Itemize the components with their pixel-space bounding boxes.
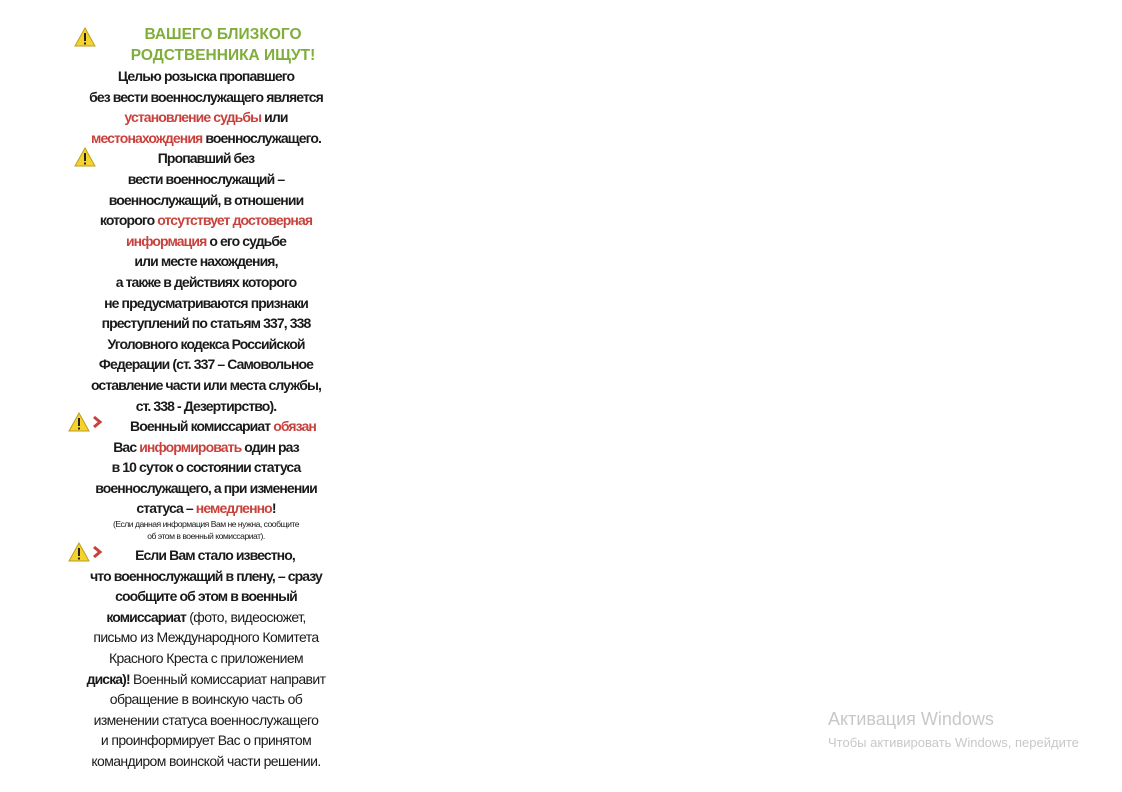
- commissariat-text: статуса –: [136, 500, 196, 517]
- goal-line: Целью розыска пропавшего: [117, 68, 295, 84]
- commissariat-text: !: [271, 500, 276, 517]
- commissariat-line: военнослужащего, а при изменении: [95, 479, 317, 496]
- captivity-paragraph: [58, 545, 354, 772]
- definition-line: Пропавший без: [157, 150, 255, 167]
- highlight-text: немедленно: [195, 500, 272, 517]
- captivity-line: [58, 669, 354, 690]
- commissariat-note: об этом в военный комиссариат).: [147, 530, 265, 541]
- captivity-text: диска)!: [86, 670, 130, 687]
- captivity-line: и проинформирует Вас о принятом: [100, 732, 312, 749]
- definition-line: не предусматриваются признаки: [104, 294, 308, 311]
- definition-line: Уголовного кодекса Российской: [107, 335, 305, 352]
- definition-line: военнослужащий, в отношении: [108, 191, 304, 208]
- commissariat-line: [58, 437, 354, 458]
- captivity-line: [58, 607, 354, 628]
- definition-line: ст. 338 - Дезертирство).: [135, 397, 277, 414]
- highlight-text: обязан: [273, 418, 316, 435]
- captivity-text: комиссариат: [106, 608, 186, 625]
- captivity-text: Военный комиссариат направит: [129, 670, 326, 687]
- definition-line: оставление части или места службы,: [90, 376, 322, 393]
- definition-line: вести военнослужащий –: [127, 170, 285, 187]
- captivity-line: командиром воинской части решении.: [91, 753, 321, 769]
- highlight-text: информировать: [139, 438, 242, 455]
- definition-paragraph: [58, 148, 354, 416]
- definition-line: а также в действиях которого: [115, 273, 297, 290]
- commissariat-line: [58, 416, 354, 437]
- leaflet-column: [58, 24, 354, 772]
- captivity-line: Если Вам стало известно,: [135, 547, 295, 564]
- captivity-line: изменении статуса военнослужащего: [93, 711, 319, 728]
- highlight-text: установление судьбы: [124, 109, 262, 126]
- commissariat-text: Военный комиссариат: [130, 418, 274, 435]
- highlight-text: информация: [125, 232, 207, 249]
- captivity-line: обращение в воинскую часть об: [109, 691, 303, 708]
- definition-line: или месте нахождения,: [134, 253, 278, 270]
- title-line-2: РОДСТВЕННИКА ИЩУТ!: [130, 47, 316, 64]
- title-line-1: ВАШЕГО БЛИЗКОГО: [144, 26, 302, 43]
- commissariat-text: один раз: [241, 438, 299, 455]
- goal-text: или: [261, 109, 288, 126]
- captivity-line: что военнослужащий в плену, – сразу: [90, 567, 322, 584]
- commissariat-note: (Если данная информация Вам не нужна, сообщите: [112, 519, 299, 530]
- goal-text: военнослужащего.: [202, 129, 321, 146]
- goal-line: без вести военнослужащего является: [89, 88, 323, 105]
- highlight-text: местонахождения: [90, 129, 203, 146]
- definition-line: [58, 231, 354, 252]
- commissariat-line: в 10 суток о состоянии статуса: [111, 459, 301, 476]
- activation-watermark-title: Активация Windows: [828, 709, 994, 729]
- highlight-text: отсутствует достоверная: [157, 212, 313, 229]
- commissariat-paragraph: [58, 416, 354, 542]
- commissariat-line: [58, 498, 354, 519]
- captivity-line: письмо из Международного Комитета: [93, 629, 319, 646]
- activation-watermark-subtitle: Чтобы активировать Windows, перейдите: [828, 735, 1079, 750]
- definition-text: которого: [99, 212, 158, 229]
- definition-text: о его судьбе: [206, 232, 287, 249]
- definition-line: [58, 210, 354, 231]
- goal-line: [58, 128, 354, 149]
- goal-line: [58, 107, 354, 128]
- captivity-line: сообщите об этом в военный: [115, 588, 297, 605]
- leaflet-title: [58, 24, 354, 66]
- definition-line: преступлений по статьям 337, 338: [101, 315, 311, 332]
- definition-line: Федерации (ст. 337 – Самовольное: [98, 356, 314, 373]
- goal-paragraph: [58, 66, 354, 148]
- commissariat-text: Вас: [113, 438, 140, 455]
- captivity-line: Красного Креста с приложением: [108, 650, 304, 667]
- captivity-text: (фото, видеосюжет,: [185, 608, 306, 625]
